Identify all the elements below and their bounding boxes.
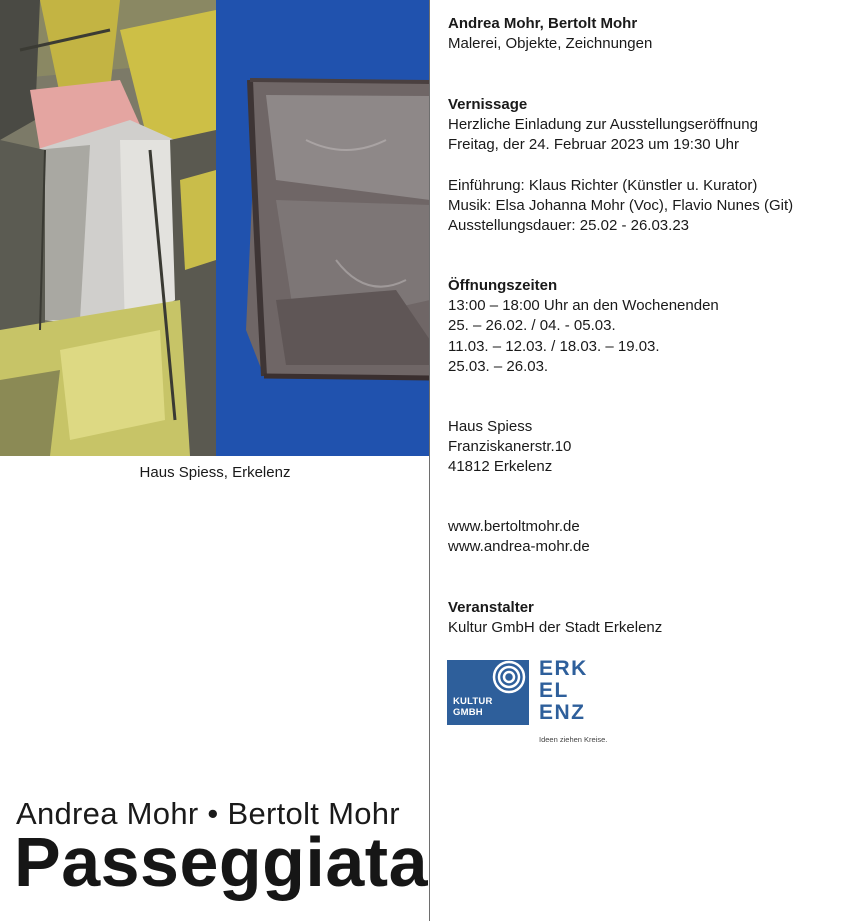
- organizer-name: Kultur GmbH der Stadt Erkelenz: [448, 619, 663, 637]
- address-block: [448, 417, 853, 478]
- websites-block: [448, 517, 853, 557]
- venue-street: Franziskanerstr.10: [448, 438, 572, 456]
- artists-names: Andrea Mohr • Bertolt Mohr: [16, 796, 400, 831]
- painting-blue-object: [216, 0, 430, 456]
- logo-erk-line: ERK: [539, 657, 588, 680]
- vernissage-block: [448, 95, 853, 156]
- opening-hours-line: 13:00 – 18:00 Uhr an den Wochenenden: [448, 297, 719, 315]
- artwork-image: [0, 0, 430, 456]
- duration-line: Ausstellungsdauer: 25.02 - 26.03.23: [448, 217, 690, 235]
- kultur-gmbh-logo: [447, 657, 617, 750]
- organizer-heading: Veranstalter: [448, 599, 534, 616]
- organizer-block: [448, 598, 853, 638]
- opening-hours-line: 25. – 26.02. / 04. - 05.03.: [448, 317, 616, 335]
- introduction-line: Einführung: Klaus Richter (Künstler u. Kurator): [448, 177, 758, 194]
- logo-box: [447, 660, 529, 725]
- website-link[interactable]: www.bertoltmohr.de: [448, 518, 580, 535]
- media-line: Malerei, Objekte, Zeichnungen: [448, 35, 653, 53]
- exhibition-title: Passeggiata: [14, 823, 429, 901]
- painting-abstract: [0, 0, 216, 456]
- logo-kultur-text: KULTUR: [453, 696, 493, 707]
- opening-hours-line: 25.03. – 26.03.: [448, 357, 549, 375]
- venue-caption: Haus Spiess, Erkelenz: [139, 464, 291, 481]
- artists-heading: Andrea Mohr, Bertolt Mohr: [448, 15, 638, 32]
- venue-name: Haus Spiess: [448, 418, 533, 435]
- logo-el-line: EL: [539, 679, 569, 702]
- program-block: [448, 176, 853, 237]
- opening-hours-block: [448, 276, 853, 377]
- website-link[interactable]: www.andrea-mohr.de: [448, 538, 590, 556]
- logo-slogan: Ideen ziehen Kreise.: [539, 735, 608, 744]
- fold-divider: [429, 0, 430, 921]
- opening-hours-line: 11.03. – 12.03. / 18.03. – 19.03.: [448, 337, 660, 355]
- venue-city: 41812 Erkelenz: [448, 458, 553, 476]
- vernissage-heading: Vernissage: [448, 96, 528, 113]
- logo-erkelenz-wordmark: [539, 658, 588, 724]
- logo-enz-line: ENZ: [539, 701, 586, 724]
- opening-hours-heading: Öffnungszeiten: [448, 277, 558, 294]
- logo-box-text: [453, 696, 493, 718]
- music-line: Musik: Elsa Johanna Mohr (Voc), Flavio Nunes (Git): [448, 197, 794, 215]
- logo-gmbh-text: GMBH: [453, 707, 483, 718]
- header-block: [448, 14, 853, 54]
- vernissage-date: Freitag, der 24. Februar 2023 um 19:30 Uhr: [448, 136, 739, 154]
- vernissage-invitation: Herzliche Einladung zur Ausstellungseröffnung: [448, 116, 758, 134]
